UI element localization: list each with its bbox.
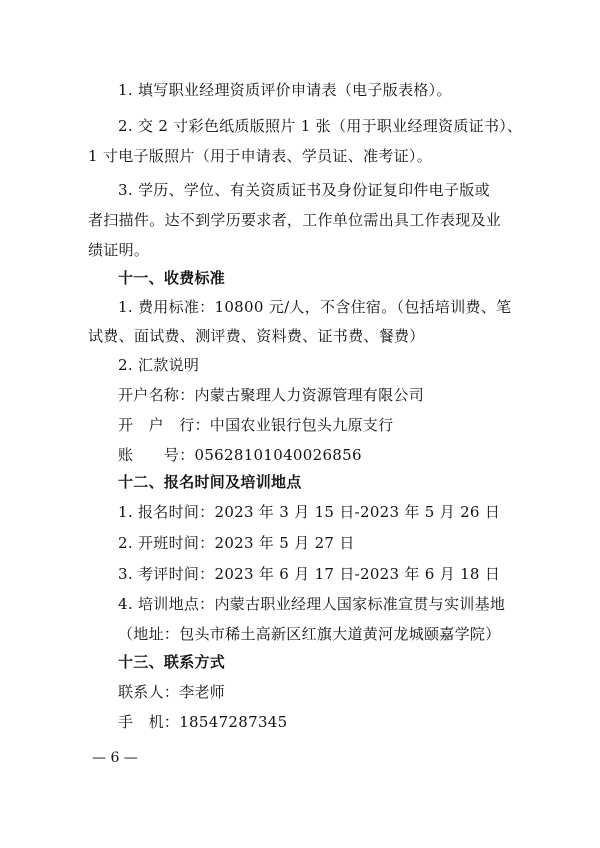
contact-person: 联系人：李老师 <box>118 683 226 701</box>
contact-phone: 手 机：18547287345 <box>118 713 288 731</box>
item-photo-line1: 2. 交 2 寸彩色纸质版照片 1 张（用于职业经理资质证书）、 <box>118 117 523 135</box>
account-name: 开户名称：内蒙古聚理人力资源管理有限公司 <box>118 386 425 404</box>
signup-time: 1. 报名时间：2023 年 3 月 15 日-2023 年 5 月 26 日 <box>118 503 501 521</box>
training-place: 4. 培训地点：内蒙古职业经理人国家标准宣贯与实训基地 <box>118 595 506 613</box>
page-number: — 6 — <box>92 750 138 766</box>
account-number: 账 号：05628101040026856 <box>118 446 362 464</box>
fee-standard-line2: 试费、面试费、测评费、资料费、证书费、餐费） <box>88 327 425 345</box>
remittance-heading: 2. 汇款说明 <box>118 356 200 374</box>
fee-standard-line1: 1. 费用标准：10800 元/人，不含住宿。（包括培训费、笔 <box>118 298 512 316</box>
training-address: （地址：包头市稀土高新区红旗大道黄河龙城颐嘉学院） <box>118 625 501 643</box>
item-certificates-line2: 者扫描件。达不到学历要求者，工作单位需出具工作表现及业 <box>88 211 502 229</box>
item-certificates-line3: 绩证明。 <box>88 241 150 259</box>
item-application-form: 1. 填写职业经理资质评价申请表（电子版表格）。 <box>118 81 452 99</box>
exam-time: 3. 考评时间：2023 年 6 月 17 日-2023 年 6 月 18 日 <box>118 565 501 583</box>
item-photo-line2: 1 寸电子版照片（用于申请表、学员证、准考证）。 <box>88 147 433 165</box>
item-certificates-line1: 3. 学历、学位、有关资质证书及身份证复印件电子版或 <box>118 181 490 199</box>
section-11-title: 十一、收费标准 <box>118 269 226 287</box>
class-start-time: 2. 开班时间：2023 年 5 月 27 日 <box>118 534 355 552</box>
section-12-title: 十二、报名时间及培训地点 <box>118 473 302 491</box>
bank-name: 开 户 行：中国农业银行包头九原支行 <box>118 416 394 434</box>
section-13-title: 十三、联系方式 <box>118 653 226 671</box>
